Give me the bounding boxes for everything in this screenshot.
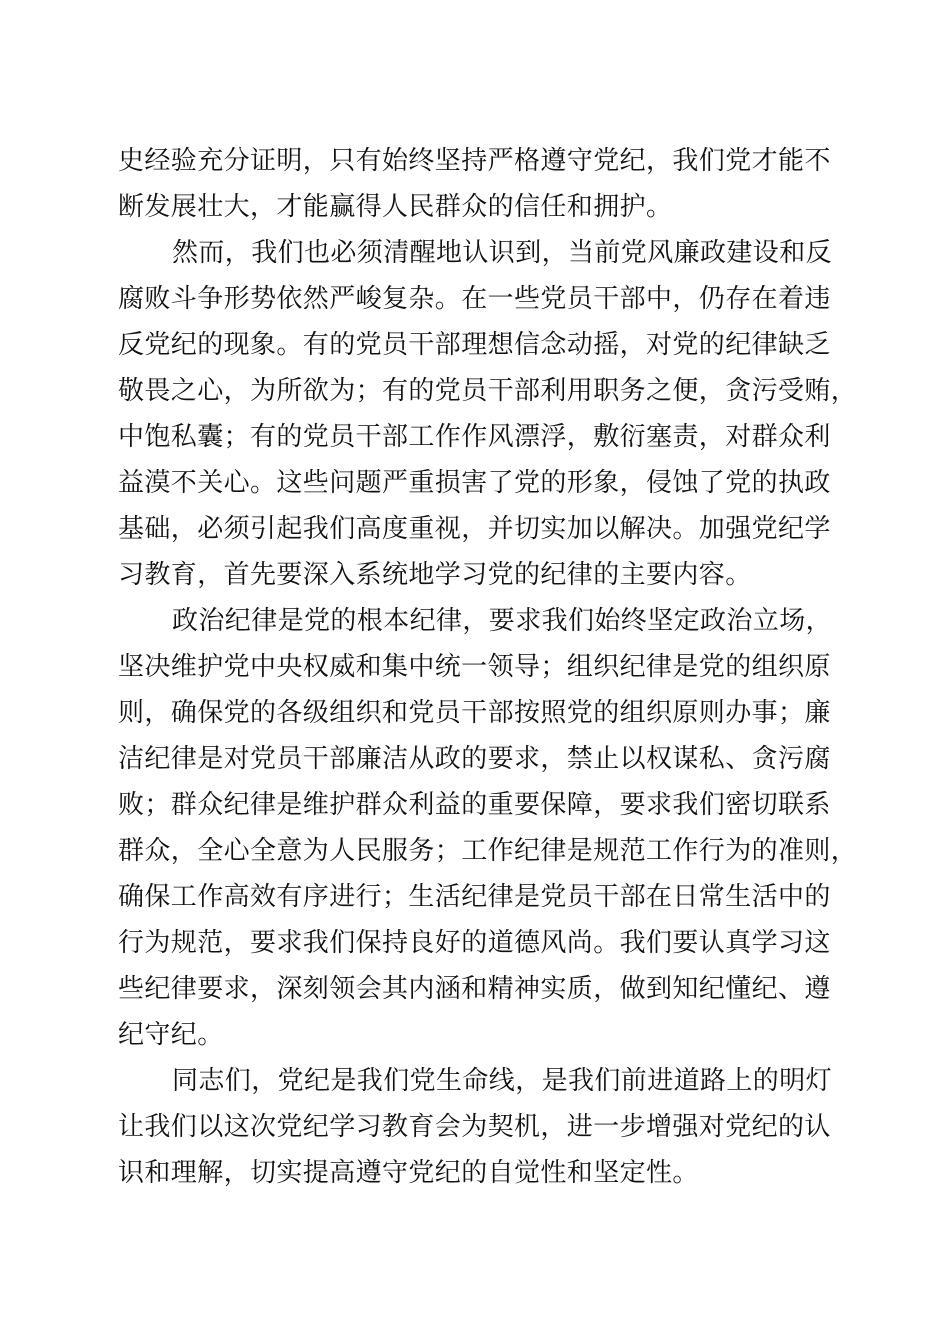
text-line: 确保工作高效有序进行；生活纪律是党员干部在日常生活中的 (118, 882, 831, 912)
text-line: 败；群众纪律是维护群众利益的重要保障，要求我们密切联系 (118, 790, 831, 820)
text-line: 行为规范，要求我们保持良好的道德风尚。我们要认真学习这 (118, 928, 831, 958)
document-body (118, 138, 858, 1196)
text-line: 习教育，首先要深入系统地学习党的纪律的主要内容。 (118, 560, 752, 590)
text-line: 纪守纪。 (118, 1020, 224, 1050)
text-line: 洁纪律是对党员干部廉洁从政的要求，禁止以权谋私、贪污腐 (118, 744, 831, 774)
paragraph-start-line: 然而，我们也必须清醒地认识到，当前党风廉政建设和反 (172, 238, 833, 268)
text-line: 些纪律要求，深刻领会其内涵和精神实质，做到知纪懂纪、遵 (118, 974, 831, 1004)
text-line: 史经验充分证明，只有始终坚持严格遵守党纪，我们党才能不 (118, 146, 831, 176)
text-line: 让我们以这次党纪学习教育会为契机，进一步增强对党纪的认 (118, 1112, 831, 1142)
paragraph-start-line: 同志们，党纪是我们党生命线，是我们前进道路上的明灯 (172, 1066, 833, 1096)
text-line: 益漠不关心。这些问题严重损害了党的形象，侵蚀了党的执政 (118, 468, 831, 498)
text-line: 则，确保党的各级组织和党员干部按照党的组织原则办事；廉 (118, 698, 831, 728)
text-line: 识和理解，切实提高遵守党纪的自觉性和坚定性。 (118, 1158, 699, 1188)
text-line: 坚决维护党中央权威和集中统一领导；组织纪律是党的组织原 (118, 652, 831, 682)
text-line: 敬畏之心，为所欲为；有的党员干部利用职务之便，贪污受贿， (118, 376, 858, 406)
paragraph-start-line: 政治纪律是党的根本纪律，要求我们始终坚定政治立场， (172, 606, 833, 636)
text-line: 基础，必须引起我们高度重视，并切实加以解决。加强党纪学 (118, 514, 831, 544)
text-line: 中饱私囊；有的党员干部工作作风漂浮，敷衍塞责，对群众利 (118, 422, 831, 452)
text-line: 反党纪的现象。有的党员干部理想信念动摇，对党的纪律缺乏 (118, 330, 831, 360)
text-line: 群众，全心全意为人民服务；工作纪律是规范工作行为的准则， (118, 836, 858, 866)
text-line: 断发展壮大，才能赢得人民群众的信任和拥护。 (118, 192, 673, 222)
text-line: 腐败斗争形势依然严峻复杂。在一些党员干部中，仍存在着违 (118, 284, 831, 314)
